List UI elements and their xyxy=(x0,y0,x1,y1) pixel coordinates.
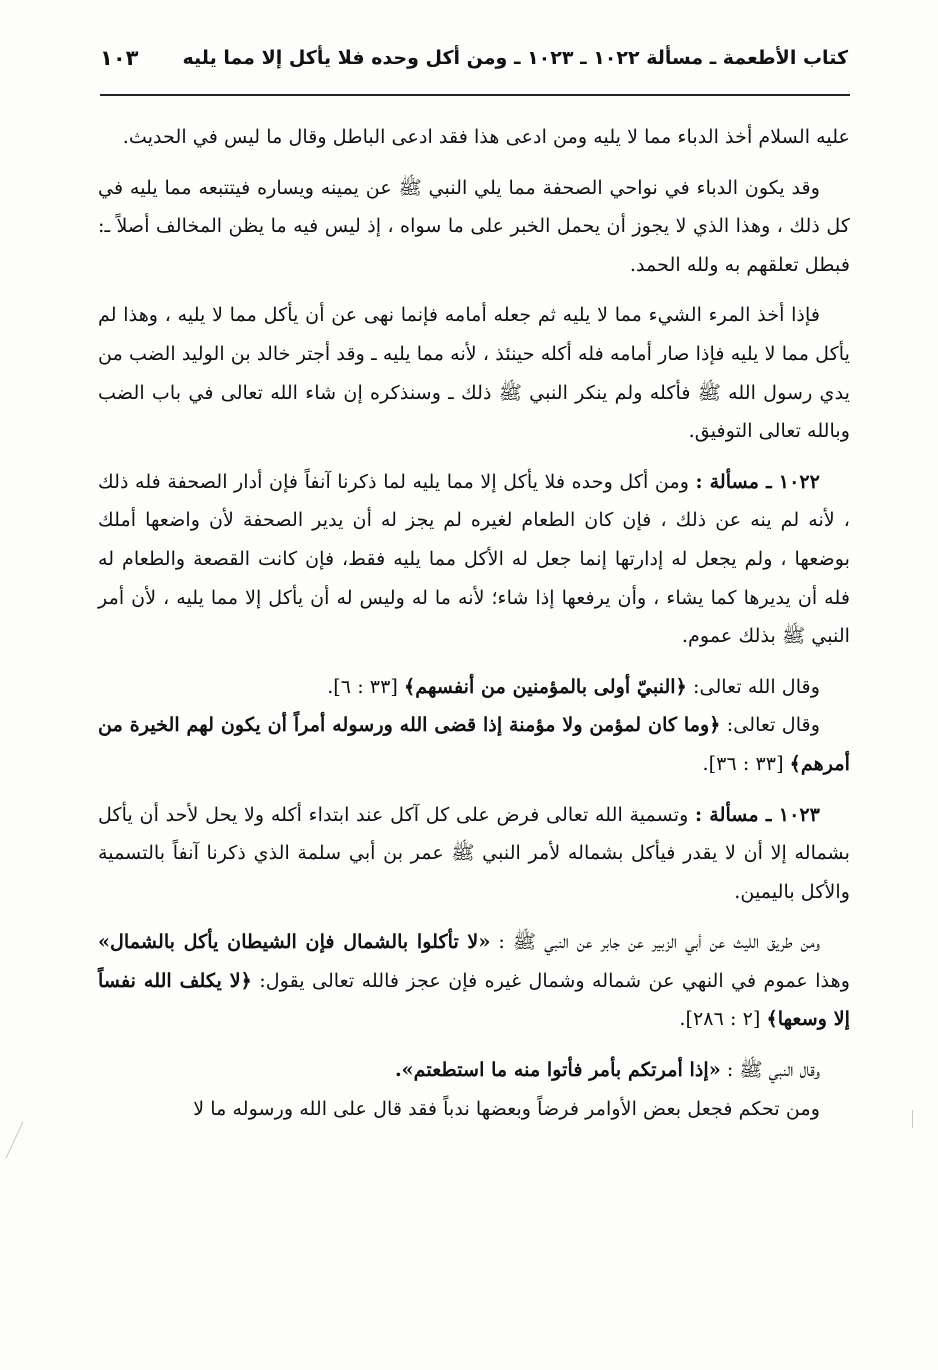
verse-intro: وقال الله تعالى: xyxy=(693,674,820,698)
paragraph-text: وقد يكون الدباء في نواحي الصحفة مما يلي النبي ﷺ عن يمينه ويساره فيتتبعه مما يليه في كل ذلك ، وهذا الذي لا يجوز أن يحمل الخبر على ما سواه ، إذ ليس فيه ما يظن المخالف أصلاً ـ: فبطل تعلقهم به ولله الحمد. xyxy=(98,175,850,276)
issue-1022 xyxy=(98,463,850,656)
paragraph-text: ومن أكل وحده فلا يأكل إلا مما يليه لما ذكرنا آنفاً فإن أدار الصحفة فله ذلك ، لأنه لم ينه عن ذلك ، فإن كان الطعام لغيره لم يجز له أن يدير الصحفة لأن واضعها أملك بوضعها ، ولم يجعل له إدارتها إنما جعل له الأكل مما يليه فقط، فإن كانت القصعة والطعام له فله أن يديرها كما يشاء ، وأن يرفعها إذا شاء؛ لأنه ما له وليس له أن يأكل إلا مما يليه ، لأن أمر النبي ﷺ بذلك عموم. xyxy=(98,469,850,648)
paragraph-text: عليه السلام أخذ الدباء مما لا يليه ومن ادعى هذا فقد ادعى الباطل وقال ما ليس في الحديث. xyxy=(122,125,850,148)
paragraph-moving-food xyxy=(98,296,850,450)
paragraph-text: ومن تحكم فجعل بعض الأوامر فرضاً وبعضها ندباً فقد قال على الله ورسوله ما لا xyxy=(193,1096,820,1120)
verse-citation-1 xyxy=(98,668,850,707)
verse-citation-2 xyxy=(98,706,850,783)
hadith-text: «لا تأكلوا بالشمال فإن الشيطان يأكل بالشمال» xyxy=(98,930,491,954)
verse-intro: وقال تعالى: xyxy=(726,713,820,737)
page-header xyxy=(100,38,848,78)
paragraph-final xyxy=(98,1090,850,1129)
issue-1023 xyxy=(98,796,850,912)
hadith-intro: ومن طريق الليث عن أبي الزبير عن جابر عن النبي ﷺ : xyxy=(498,930,820,954)
hadith-command xyxy=(98,1051,850,1090)
page-body xyxy=(98,118,850,1128)
paragraph-dubba xyxy=(98,169,850,285)
paragraph-text: وتسمية الله تعالى فرض على كل آكل عند ابتداء أكله ولا يحل لأحد أن يأكل بشماله إلا أن لا يقدر فيأكل بشماله لأمر النبي ﷺ عمر بن أبي سلمة الذي ذكرنا آنفاً بالتسمية والأكل باليمين. xyxy=(98,802,850,903)
issue-label: ١٠٢٢ ـ مسألة : xyxy=(695,469,820,493)
scan-mark xyxy=(912,1110,913,1128)
hadith-intro: وقال النبي ﷺ : xyxy=(726,1058,820,1082)
running-title: كتاب الأطعمة ـ مسألة ١٠٢٢ ـ ١٠٢٣ ـ ومن أكل وحده فلا يأكل إلا مما يليه xyxy=(182,47,848,69)
quran-verse: ﴿وما كان لمؤمن ولا مؤمنة إذا قضى الله ورسوله أمراً أن يكون لهم الخيرة من أمرهم﴾ xyxy=(98,713,850,775)
scan-mark xyxy=(6,1122,24,1159)
issue-label: ١٠٢٣ ـ مسألة : xyxy=(695,802,820,826)
hadith-text: «إذا أمرتكم بأمر فأتوا منه ما استطعتم». xyxy=(394,1058,721,1082)
hadith-left-hand xyxy=(98,923,850,1039)
page-number: ١٠٣ xyxy=(100,46,139,70)
verse-reference: [٣٣ : ٣٦]. xyxy=(702,751,784,775)
quran-verse: ﴿لا يكلف الله نفساً إلا وسعها﴾ xyxy=(98,968,850,1031)
verse-reference: [٣٣ : ٦]. xyxy=(327,674,398,698)
quran-verse: ﴿النبيّ أولى بالمؤمنين من أنفسهم﴾ xyxy=(404,674,687,698)
paragraph-text: وهذا عموم في النهي عن شماله وشمال غيره فإن عجز فالله تعالى يقول: xyxy=(259,968,850,992)
verse-reference: [٢ : ٢٨٦]. xyxy=(679,1007,761,1031)
paragraph-continuation xyxy=(98,118,850,157)
paragraph-text: فإذا أخذ المرء الشيء مما لا يليه ثم جعله أمامه فإنما نهى عن أن يأكل مما لا يليه ، وهذا لم يأكل مما لا يليه فإذا صار أمامه فله أكله حينئذ ، لأنه مما يليه ـ وقد أجتر خالد بن الوليد الضب من يدي رسول الله ﷺ فأكله ولم ينكر النبي ﷺ ذلك ـ وسنذكره إن شاء الله تعالى في باب الضب وبالله تعالى التوفيق. xyxy=(98,303,850,443)
header-divider xyxy=(100,94,850,96)
